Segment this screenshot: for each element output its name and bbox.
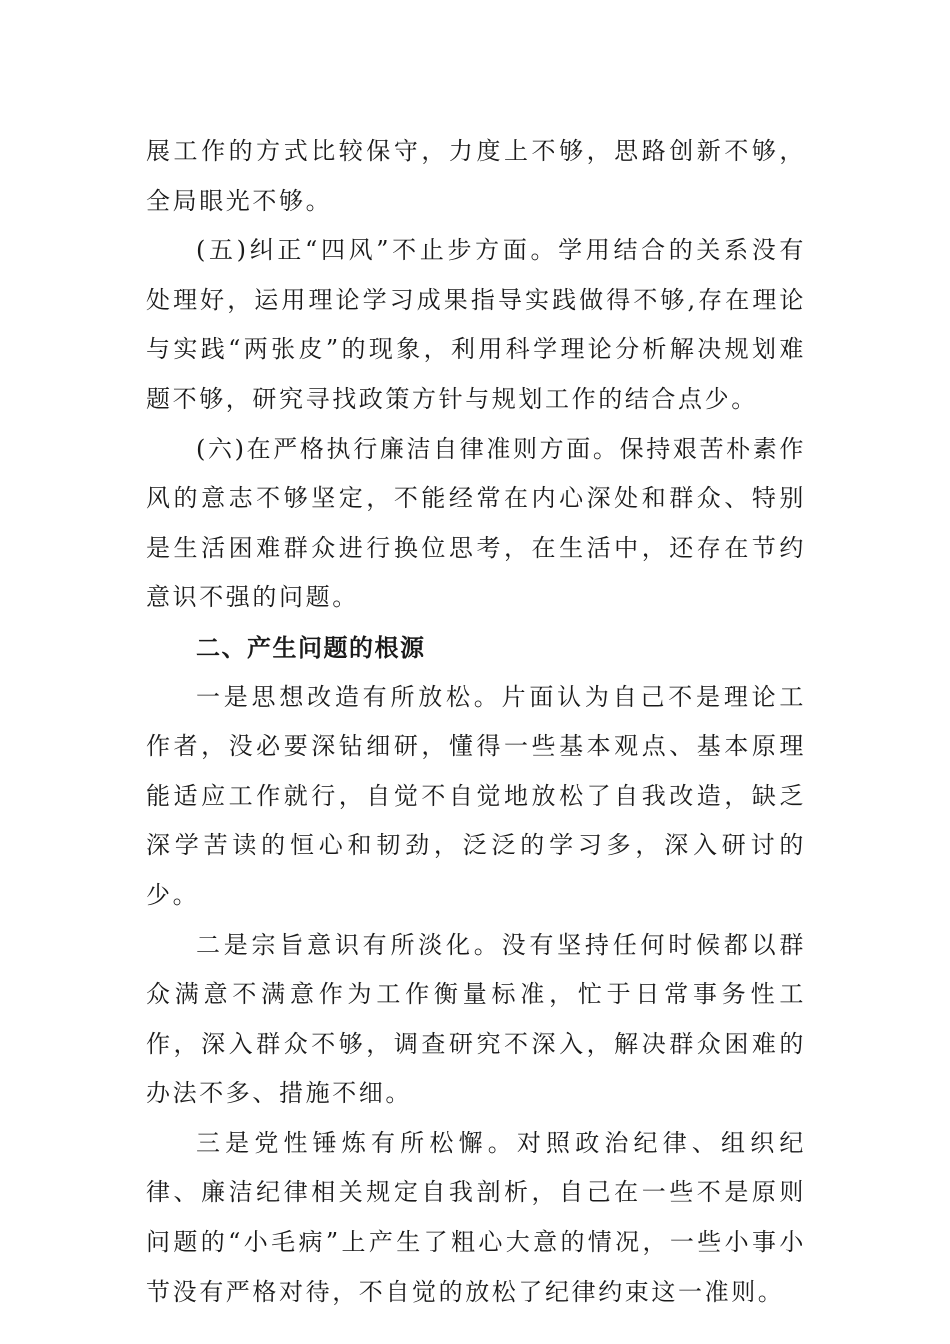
paragraph-item-five: (五)纠正“四风”不止步方面。学用结合的关系没有处理好，运用理论学习成果指导实践做得不够,存在理论与实践“两张皮”的现象，利用科学理论分析解决规划难题不够，研究寻找政策方针与规划工作的结合点少。 <box>146 236 806 413</box>
paragraph-root-cause-two: 二是宗旨意识有所淡化。没有坚持任何时候都以群众满意不满意作为工作衡量标准，忙于日常事务性工作，深入群众不够，调查研究不深入，解决群众困难的办法不多、措施不细。 <box>146 930 806 1108</box>
section-heading: 二、产生问题的根源 <box>196 632 426 662</box>
paragraph-root-cause-one: 一是思想改造有所放松。片面认为自己不是理论工作者，没必要深钻细研，懂得一些基本观点、基本原理能适应工作就行，自觉不自觉地放松了自我改造，缺乏深学苦读的恒心和韧劲，泛泛的学习多，深入研讨的少。 <box>146 682 806 909</box>
paragraph-item-six: (六)在严格执行廉洁自律准则方面。保持艰苦朴素作风的意志不够坚定，不能经常在内心深处和群众、特别是生活困难群众进行换位思考，在生活中，还存在节约意识不强的问题。 <box>146 434 806 612</box>
paragraph-root-cause-three: 三是党性锤炼有所松懈。对照政治纪律、组织纪律、廉洁纪律相关规定自我剖析，自己在一些不是原则问题的“小毛病”上产生了粗心大意的情况，一些小事小节没有严格对待，不自觉的放松了纪律约束这一准则。 <box>146 1128 806 1306</box>
paragraph-continuation: 展工作的方式比较保守，力度上不够，思路创新不够，全局眼光不够。 <box>146 137 806 215</box>
document-body <box>146 127 806 1317</box>
